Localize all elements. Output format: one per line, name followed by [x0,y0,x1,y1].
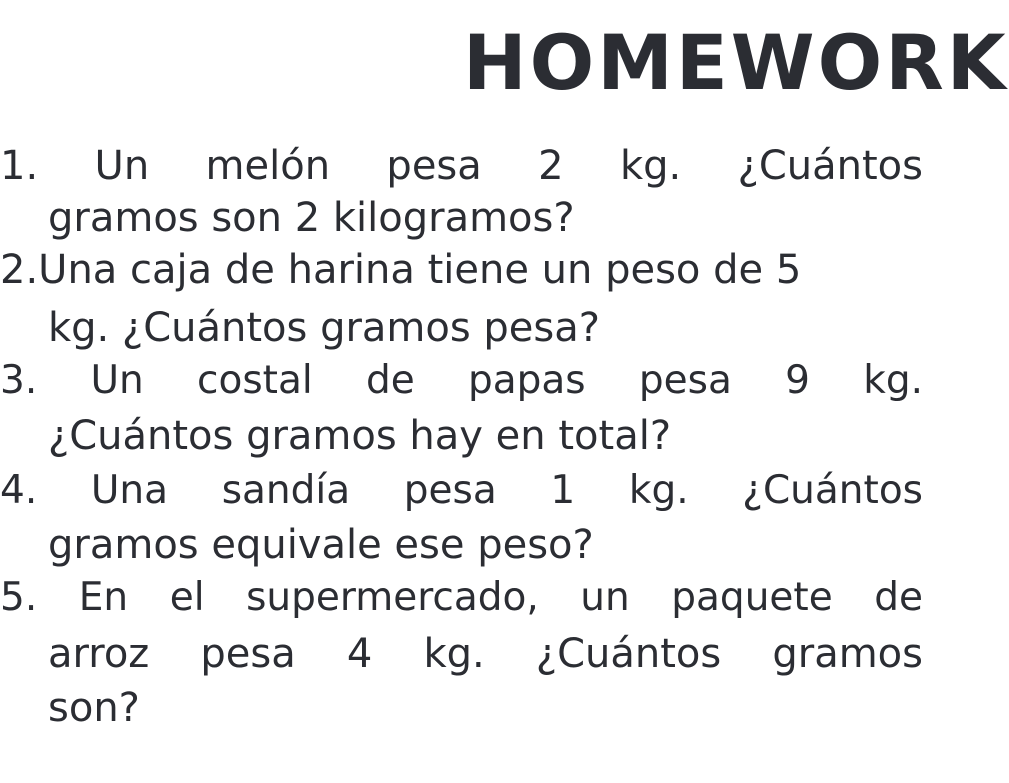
question-text: Un costal de papas pesa 9 kg. [90,358,923,403]
question-text: gramos son 2 kilogramos? [48,195,575,241]
question-line [0,244,801,296]
question-text: En el supermercado, un paquete de [78,575,923,620]
question-line [0,572,923,624]
question-line [0,465,923,517]
question-text: kg. ¿Cuántos gramos pesa? [48,305,600,351]
question-number: 1. [0,143,39,189]
question-number: 3. [0,358,38,403]
question-text: arroz pesa 4 kg. ¿Cuántos gramos [48,631,923,677]
question-line [0,140,923,192]
question-text: Una sandía pesa 1 kg. ¿Cuántos [90,468,923,513]
question-number: 4. [0,468,38,513]
question-text: Una caja de harina tiene un peso de 5 [38,247,802,293]
question-number: 5. [0,575,38,620]
question-text: ¿Cuántos gramos hay en total? [48,413,672,459]
question-text: Un melón pesa 2 kg. ¿Cuántos [94,143,923,189]
question-text: gramos equivale ese peso? [48,522,594,568]
question-line [0,355,923,407]
question-text: son? [48,685,140,731]
question-number: 2. [0,247,39,293]
homework-title: HOMEWORK [463,18,1009,107]
